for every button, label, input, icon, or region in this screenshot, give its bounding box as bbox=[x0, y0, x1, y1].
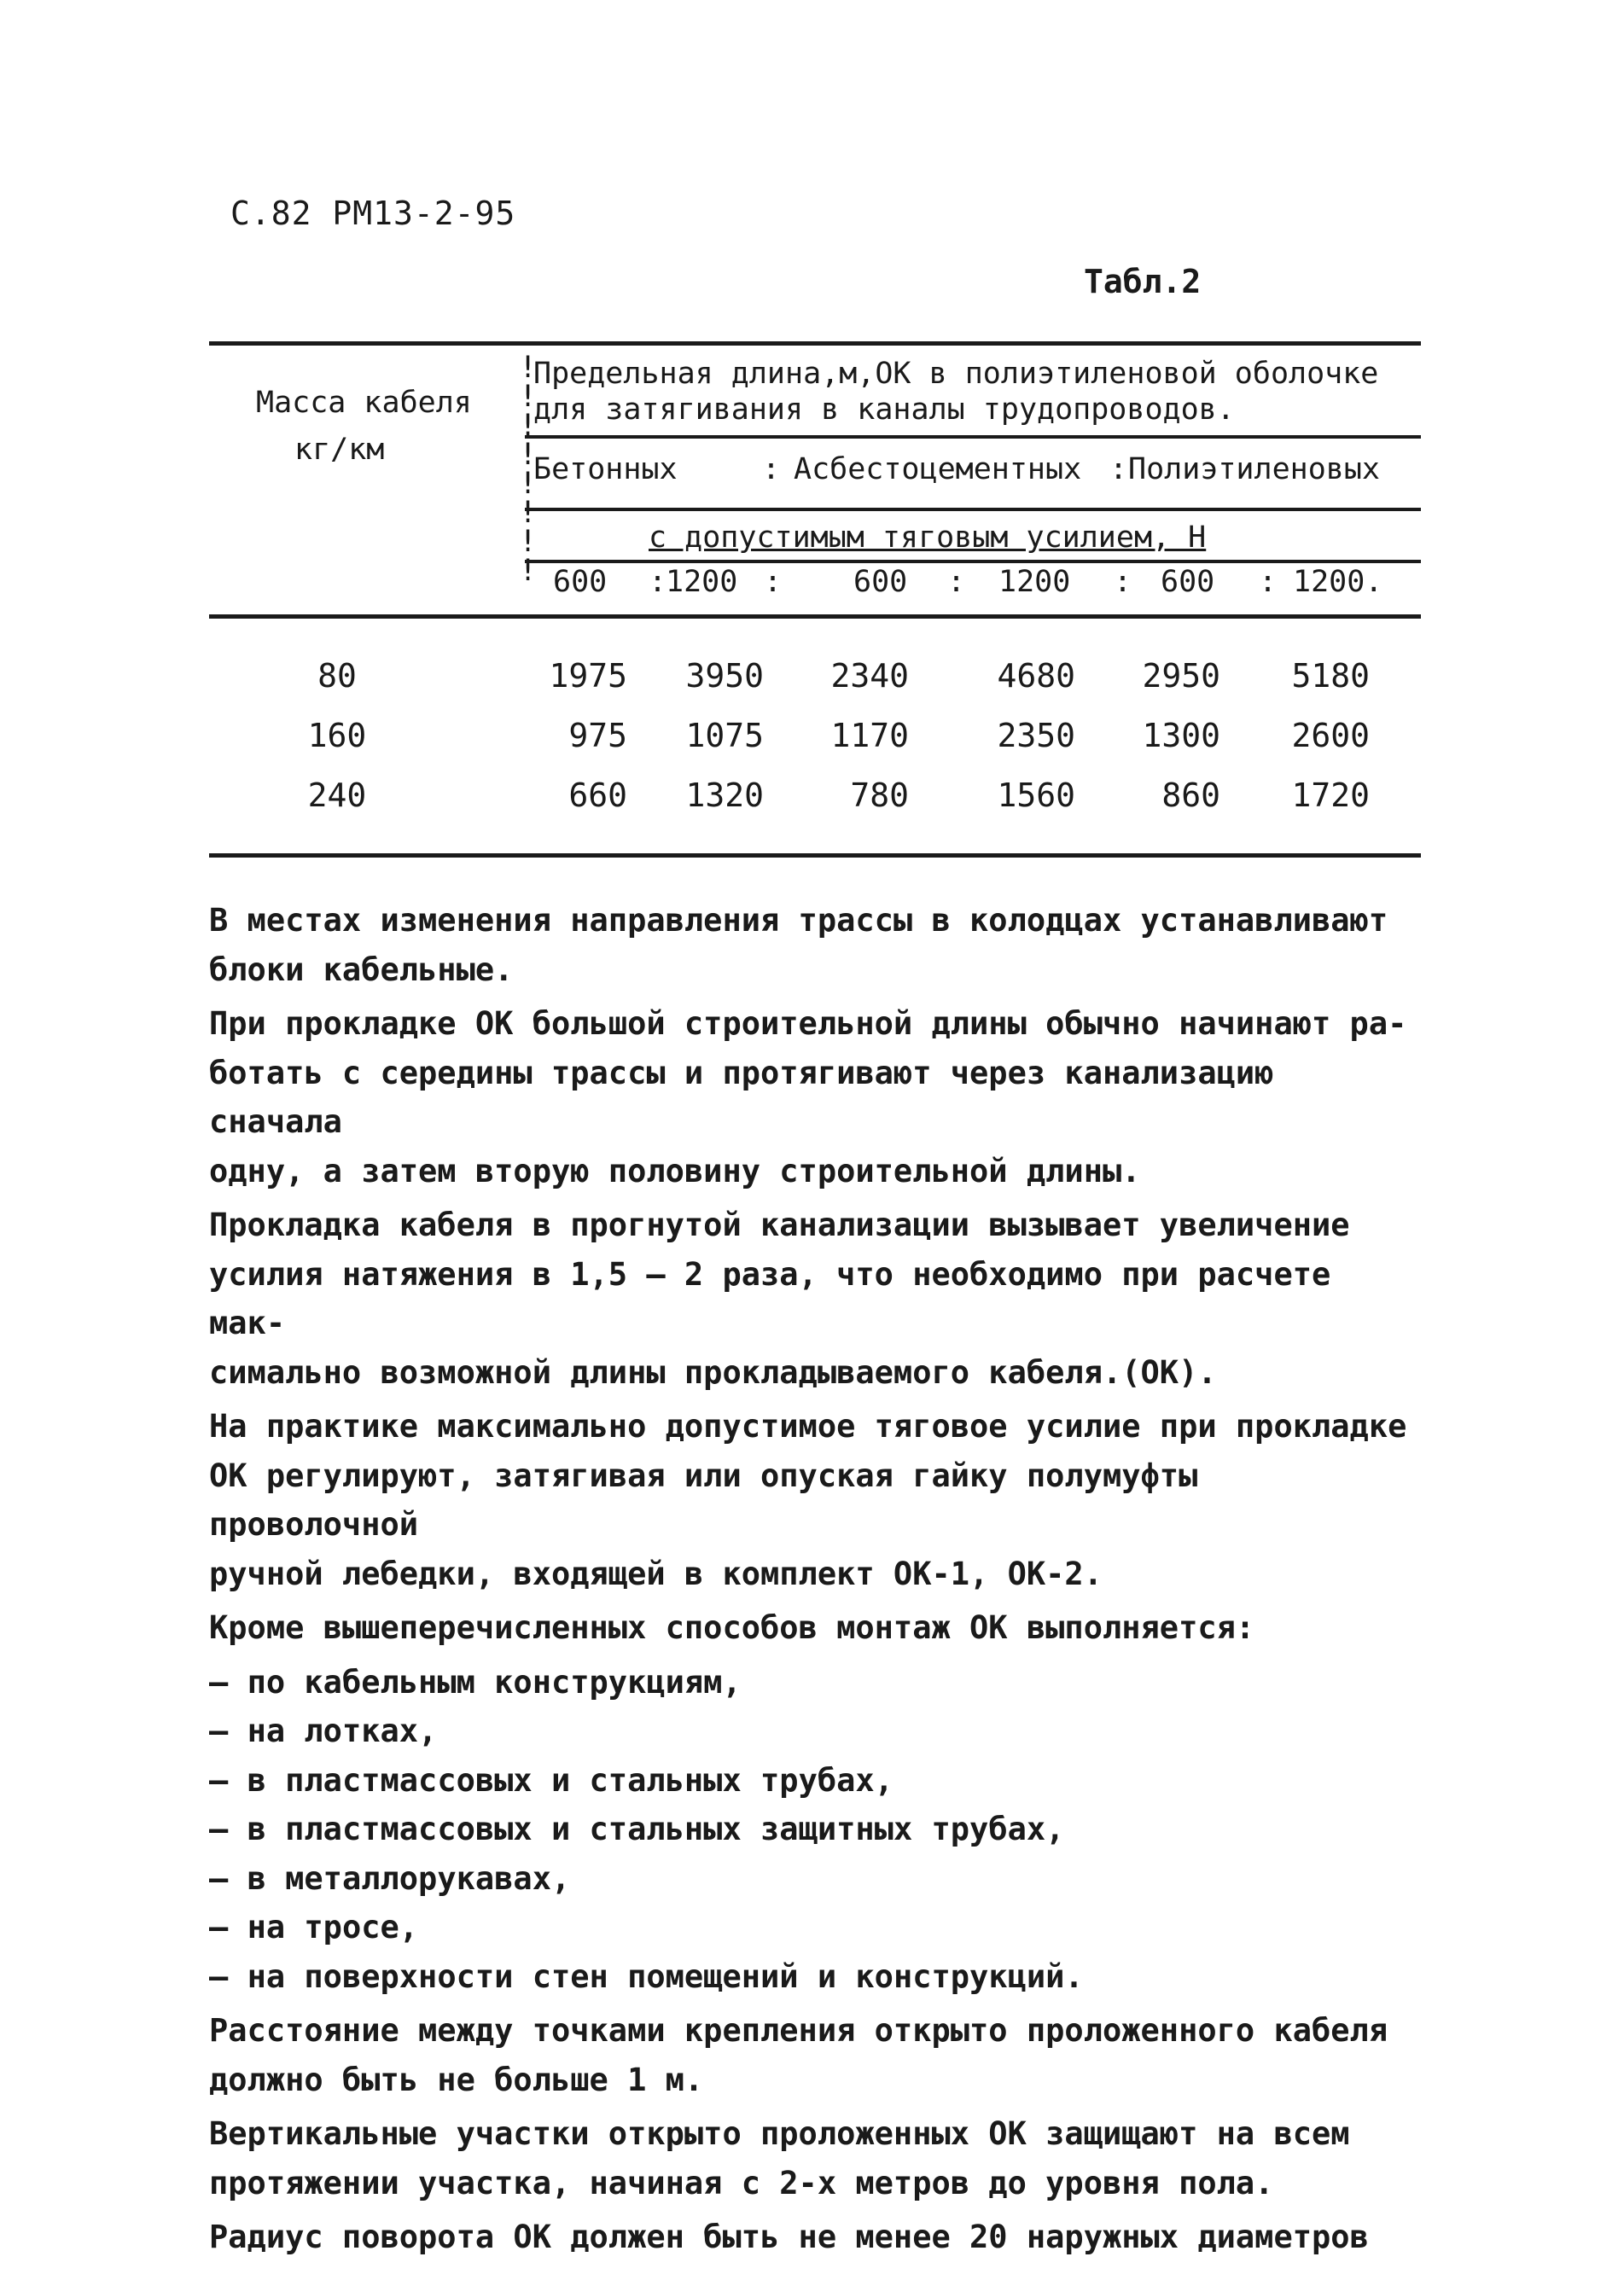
force-sep-2: : bbox=[764, 565, 783, 599]
force-header-rule bbox=[525, 560, 1421, 563]
value-cell: 5180 bbox=[1291, 657, 1370, 695]
value-cell: 1320 bbox=[685, 776, 764, 814]
list-item: – на тросе, bbox=[209, 1903, 1421, 1952]
value-cell: 1300 bbox=[1142, 717, 1220, 754]
force-sep-4: : bbox=[1114, 565, 1132, 599]
value-cell: 3950 bbox=[685, 657, 764, 695]
force-header: с допустимым тяговым усилием, Н bbox=[649, 521, 1207, 555]
value-cell: 660 bbox=[568, 776, 627, 814]
value-cell: 2600 bbox=[1291, 717, 1370, 754]
header-separator: ! ! ! ! ! ! ! ! bbox=[519, 351, 538, 588]
group-header-line1: Предельная длина,м,ОК в полиэтиленовой оболочке bbox=[533, 357, 1379, 391]
value-cell: 1560 bbox=[997, 776, 1075, 814]
mass-header-line2: кг/км bbox=[294, 433, 385, 467]
paragraph-long-cable: При прокладке ОК большой строительной длины обычно начинают ра- ботать с середины трассы и протягивают через канализацию сначала одну, а затем вторую половину строительной длины. bbox=[209, 1005, 1407, 1189]
paragraph-vertical-sections: Вертикальные участки открыто проложенных ОК защищают на всем протяжении участка, начиная с 2-х метров до уровня пола. bbox=[209, 2115, 1350, 2201]
list-item: – на лотках, bbox=[209, 1707, 1421, 1756]
mass-cell: 240 bbox=[307, 776, 367, 814]
pipe-sep-2: : bbox=[1109, 452, 1128, 486]
force-1200-concrete: 1200 bbox=[666, 565, 738, 599]
list-item: – в пластмассовых и стальных трубах, bbox=[209, 1756, 1421, 1806]
group-header-rule bbox=[525, 435, 1421, 439]
force-600-concrete: 600 bbox=[553, 565, 608, 599]
force-sep-1: : bbox=[649, 565, 667, 599]
pipe-type-asbestos: Асбестоцементных bbox=[794, 452, 1082, 486]
value-cell: 4680 bbox=[997, 657, 1075, 695]
pipe-type-polyethylene: Полиэтиленовых bbox=[1128, 452, 1381, 486]
value-cell: 2350 bbox=[997, 717, 1075, 754]
list-item: – на поверхности стен помещений и конструкций. bbox=[209, 1952, 1421, 2002]
list-item: – в металлорукавах, bbox=[209, 1854, 1421, 1904]
group-header-line2: для затягивания в каналы трудопроводов. bbox=[533, 393, 1235, 427]
pipe-sep-1: : bbox=[762, 452, 781, 486]
paragraph-bend-radius: Радиус поворота ОК должен быть не менее 20 наружных диаметров bbox=[209, 2219, 1369, 2255]
value-cell: 975 bbox=[568, 717, 627, 754]
pipe-type-concrete: Бетонных bbox=[533, 452, 678, 486]
force-sep-3: : bbox=[947, 565, 966, 599]
mass-header-line1: Масса кабеля bbox=[256, 386, 472, 420]
mass-cell: 80 bbox=[317, 657, 357, 695]
force-sep-5: : bbox=[1259, 565, 1278, 599]
value-cell: 1720 bbox=[1291, 776, 1370, 814]
pipe-type-rule bbox=[525, 508, 1421, 511]
value-cell: 2950 bbox=[1142, 657, 1220, 695]
list-item: – по кабельным конструкциям, bbox=[209, 1658, 1421, 1707]
table-label: Табл.2 bbox=[1084, 263, 1202, 300]
force-600-asbestos: 600 bbox=[853, 565, 908, 599]
force-1200-asbestos: 1200 bbox=[998, 565, 1071, 599]
value-cell: 2340 bbox=[830, 657, 909, 695]
paragraph-tension-control: На практике максимально допустимое тяговое усилие при прокладке ОК регулируют, затягивая или опуская гайку полумуфты проволочной ручной лебедки, входящей в комплект ОК-1, ОК-2. bbox=[209, 1408, 1407, 1592]
force-1200-polyethylene: 1200. bbox=[1293, 565, 1383, 599]
table-top-rule bbox=[209, 341, 1421, 346]
value-cell: 1075 bbox=[685, 717, 764, 754]
paragraph-methods-intro: Кроме вышеперечисленных способов монтаж ОК выполняется: bbox=[209, 1609, 1255, 1646]
paragraph-bent-duct: Прокладка кабеля в прогнутой канализации вызывает увеличение усилия натяжения в 1,5 – 2 раза, что необходимо при расчете мак- симально возможной длины прокладываемого кабеля.(ОК). bbox=[209, 1207, 1350, 1391]
table-bottom-rule bbox=[209, 853, 1421, 858]
paragraph-fastening-distance: Расстояние между точками крепления открыто проложенного кабеля должно быть не больше 1 м. bbox=[209, 2012, 1388, 2098]
header-bottom-rule bbox=[209, 614, 1421, 619]
list-item: – в пластмассовых и стальных защитных трубах, bbox=[209, 1805, 1421, 1854]
mass-cell: 160 bbox=[307, 717, 367, 754]
value-cell: 860 bbox=[1161, 776, 1220, 814]
force-600-polyethylene: 600 bbox=[1161, 565, 1215, 599]
paragraph-route-change: В местах изменения направления трассы в колодцах устанавливают блоки кабельные. bbox=[209, 902, 1388, 988]
value-cell: 1975 bbox=[549, 657, 627, 695]
page-header: С.82 РМ13-2-95 bbox=[230, 195, 516, 232]
body-text bbox=[209, 896, 1421, 2267]
value-cell: 780 bbox=[850, 776, 909, 814]
methods-list bbox=[209, 1658, 1421, 2002]
value-cell: 1170 bbox=[830, 717, 909, 754]
